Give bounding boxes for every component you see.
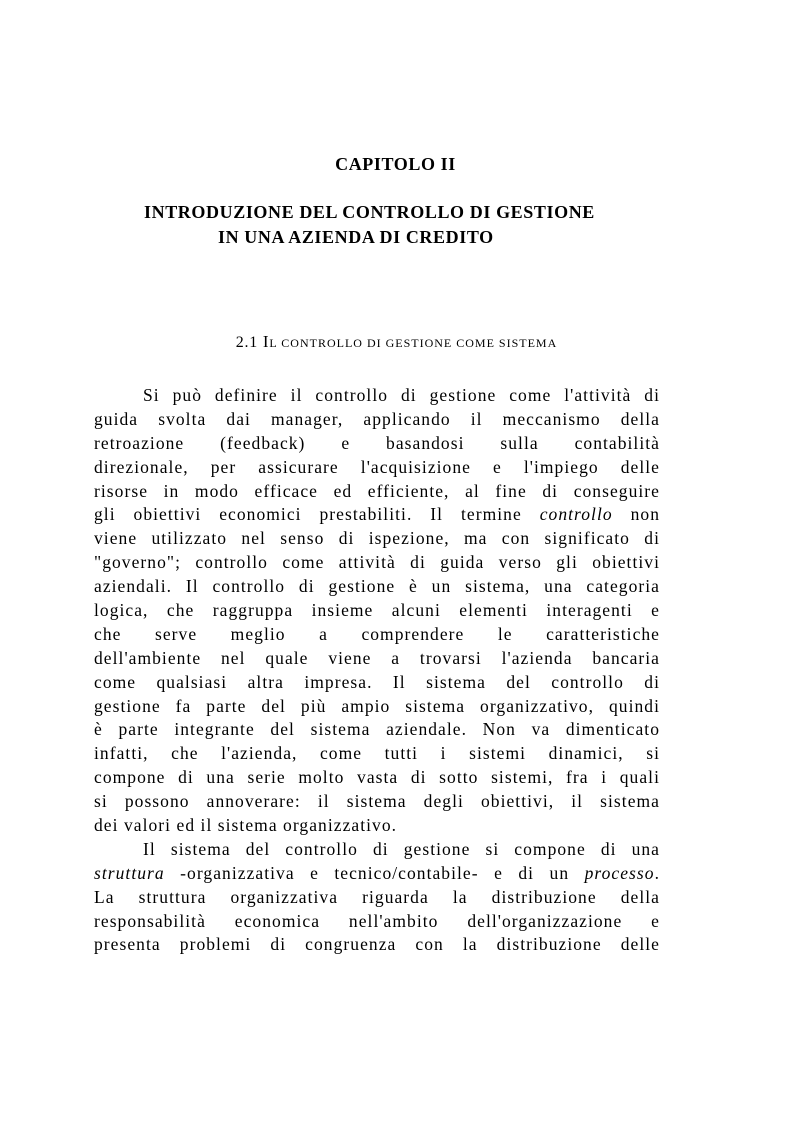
text-line <box>94 742 660 766</box>
text-segment: risorse in modo efficace ed efficiente, al fine di conseguire <box>94 480 660 501</box>
text-line <box>94 647 660 671</box>
text-segment: gli obiettivi economici prestabiliti. Il termine <box>94 504 540 525</box>
italic-term: struttura <box>94 862 165 883</box>
text-segment: presenta problemi di congruenza con la distribuzione delle <box>94 934 660 955</box>
text-segment: infatti, che l'azienda, come tutti i sistemi dinamici, si <box>94 743 660 764</box>
section-title-initial: I <box>262 332 270 351</box>
text-segment: aziendali. Il controllo di gestione è un sistema, una categoria <box>94 576 660 597</box>
body-text <box>94 384 660 957</box>
text-segment: non <box>612 504 660 525</box>
text-segment: logica, che raggruppa insieme alcuni elementi interagenti e <box>94 600 660 621</box>
section-heading <box>0 332 793 352</box>
text-segment: viene utilizzato nel senso di ispezione, ma con significato di <box>94 528 660 549</box>
text-line <box>94 910 660 934</box>
text-line <box>94 718 660 742</box>
text-segment: dell'ambiente nel quale viene a trovarsi l'azienda bancaria <box>94 647 660 668</box>
text-line <box>94 838 660 862</box>
text-segment: dei valori ed il sistema organizzativo. <box>94 815 398 836</box>
text-line <box>94 599 660 623</box>
text-segment: "governo"; controllo come attività di guida verso gli obiettivi <box>94 552 660 573</box>
text-segment: retroazione (feedback) e basandosi sulla contabilità <box>94 432 660 453</box>
chapter-heading: CAPITOLO II <box>335 154 456 174</box>
text-line <box>94 527 660 551</box>
text-segment: La struttura organizzativa riguarda la distribuzione della <box>94 886 660 907</box>
text-line <box>94 623 660 647</box>
text-line <box>94 886 660 910</box>
text-line <box>94 384 660 408</box>
section-number: 2.1 <box>235 334 259 351</box>
text-line <box>94 480 660 504</box>
text-line <box>94 503 660 527</box>
chapter-title-line-1: INTRODUZIONE DEL CONTROLLO DI GESTIONE <box>144 202 595 222</box>
text-segment: come qualsiasi altra impresa. Il sistema del controllo di <box>94 671 660 692</box>
text-segment: è parte integrante del sistema aziendale. Non va dimenticato <box>94 719 660 740</box>
text-segment: guida svolta dai manager, applicando il meccanismo della <box>94 408 660 429</box>
text-segment: . <box>654 862 660 883</box>
text-segment: Si può definire il controllo di gestione come l'attività di <box>143 385 660 405</box>
text-line <box>94 551 660 575</box>
text-segment: gestione fa parte del più ampio sistema organizzativo, quindi <box>94 695 660 716</box>
text-line <box>94 456 660 480</box>
text-line <box>94 671 660 695</box>
text-line <box>94 408 660 432</box>
italic-term: processo <box>584 862 655 883</box>
text-segment: si possono annoverare: il sistema degli obiettivi, il sistema <box>94 791 660 812</box>
text-segment: che serve meglio a comprendere le caratteristiche <box>94 623 660 644</box>
text-line <box>94 575 660 599</box>
text-line <box>94 790 660 814</box>
text-segment: -organizzativa e tecnico/contabile- e di un <box>164 862 585 883</box>
text-segment: responsabilità economica nell'ambito dell'organizzazione e <box>94 910 660 931</box>
text-segment: compone di una serie molto vasta di sotto sistemi, fra i quali <box>94 767 660 788</box>
text-line <box>94 862 660 886</box>
text-segment: direzionale, per assicurare l'acquisizione e l'impiego delle <box>94 456 660 477</box>
chapter-title-line-2: IN UNA AZIENDA DI CREDITO <box>218 227 494 247</box>
section-title-rest: L CONTROLLO DI GESTIONE COME SISTEMA <box>269 336 558 350</box>
italic-term: controllo <box>539 504 613 525</box>
text-line <box>94 933 660 957</box>
text-line <box>94 432 660 456</box>
text-segment: Il sistema del controllo di gestione si compone di una <box>143 838 660 859</box>
text-line <box>94 695 660 719</box>
text-line <box>94 766 660 790</box>
text-line <box>94 814 660 838</box>
